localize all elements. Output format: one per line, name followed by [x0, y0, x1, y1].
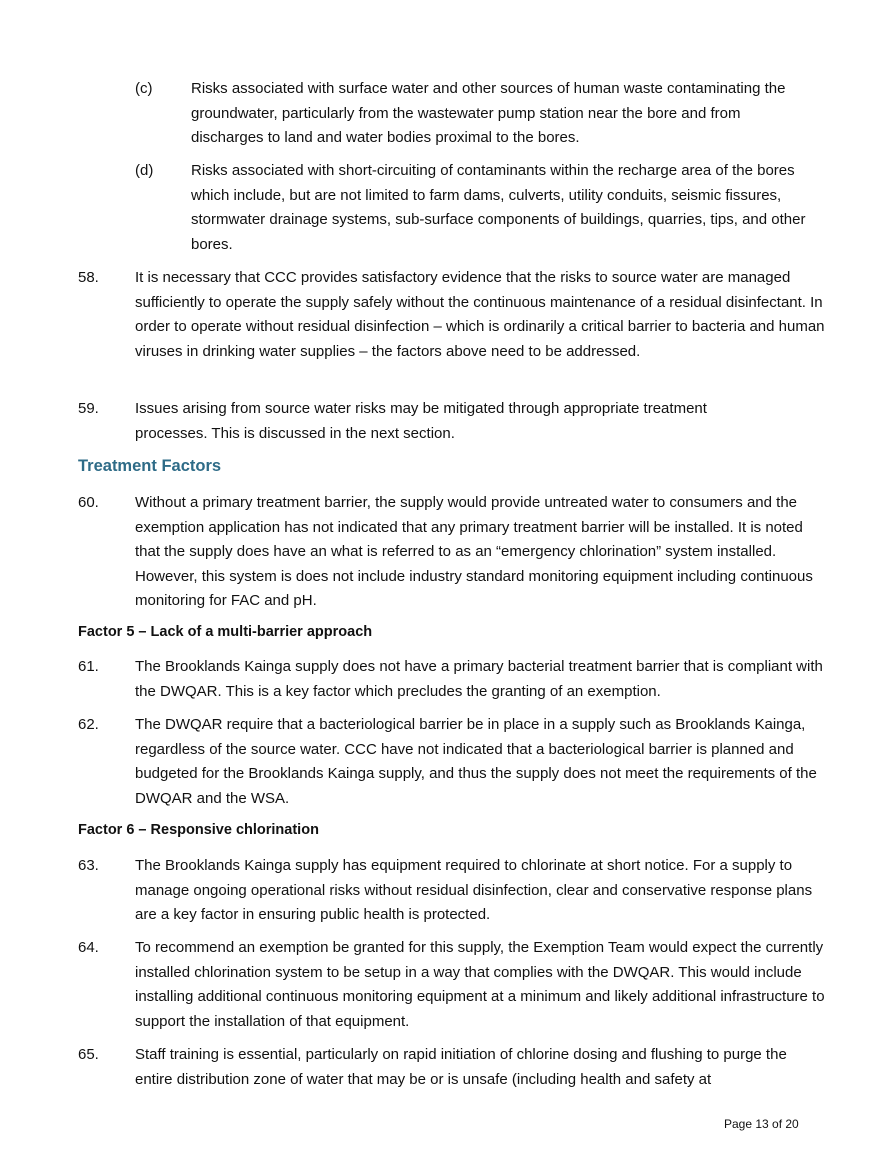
paragraph-text: Staff training is essential, particularly on rapid initiation of chlorine dosing and flushing to purge the entire distribution zone of water that may be or is unsafe (including health and safety at	[135, 1046, 787, 1088]
paragraph-number: 62.	[78, 716, 99, 733]
paragraph-text: Without a primary treatment barrier, the supply would provide untreated water to consumers and the exemption application has not indicated that any primary treatment barrier will be installed. It is noted that the supply does have an what is referred to as an “emergency chlorination” system installed. However, this system is does not include industry standard monitoring equipment including continuous monitoring for FAC and pH.	[135, 494, 813, 609]
paragraph-number: 65.	[78, 1046, 99, 1063]
paragraph-text: The DWQAR require that a bacteriological barrier be in place in a supply such as Brooklands Kainga, regardless of the source water. CCC have not indicated that a bacteriological barrier is planned and budgeted for the Brooklands Kainga supply, and thus the supply does not meet the requirements of the DWQAR and the WSA.	[135, 716, 817, 807]
paragraph-number: 58.	[78, 269, 99, 286]
section-heading: Treatment Factors	[78, 457, 222, 475]
factor-heading: Factor 5 – Lack of a multi-barrier approach	[78, 624, 373, 640]
item-number: (d)	[135, 162, 154, 179]
paragraph-text: The Brooklands Kainga supply has equipment required to chlorinate at short notice. For a supply to manage ongoing operational risks without residual disinfection, clear and conservative response plans are a key factor in ensuring public health is protected.	[135, 857, 813, 923]
page-number: Page 13 of 20	[724, 1117, 799, 1131]
paragraph-number: 64.	[78, 939, 99, 956]
paragraph-number: 60.	[78, 494, 99, 511]
paragraph-text: To recommend an exemption be granted for this supply, the Exemption Team would expect the currently installed chlorination system to be setup in a way that complies with the DWQAR. This would include installing additional continuous monitoring equipment at a minimum and likely additional infrastructure to support the installation of that equipment.	[135, 939, 825, 1030]
paragraph-text: Issues arising from source water risks may be mitigated through appropriate treatment processes. This is discussed in the next section.	[135, 400, 707, 442]
paragraph-number: 59.	[78, 400, 99, 417]
item-number: (c)	[135, 80, 153, 97]
item-text: Risks associated with surface water and other sources of human waste contaminating the groundwater, particularly from the wastewater pump station near the bore and from discharges to land and water bodies proximal to the bores.	[191, 80, 786, 146]
item-text: Risks associated with short-circuiting of contaminants within the recharge area of the bores which include, but are not limited to farm dams, culverts, utility conduits, seismic fissures, stormwater drainage systems, sub-surface components of buildings, quarries, tips, and other bores.	[191, 162, 806, 253]
factor-heading: Factor 6 – Responsive chlorination	[78, 822, 319, 838]
paragraph-number: 63.	[78, 857, 99, 874]
paragraph-number: 61.	[78, 658, 99, 675]
paragraph-text: The Brooklands Kainga supply does not have a primary bacterial treatment barrier that is compliant with the DWQAR. This is a key factor which precludes the granting of an exemption.	[135, 658, 823, 700]
paragraph-text: It is necessary that CCC provides satisfactory evidence that the risks to source water are managed sufficiently to operate the supply safely without the continuous maintenance of a residual disinfectant. In order to operate without residual disinfection – which is ordinarily a critical barrier to bacteria and human viruses in drinking water supplies – the factors above need to be addressed.	[135, 269, 825, 360]
